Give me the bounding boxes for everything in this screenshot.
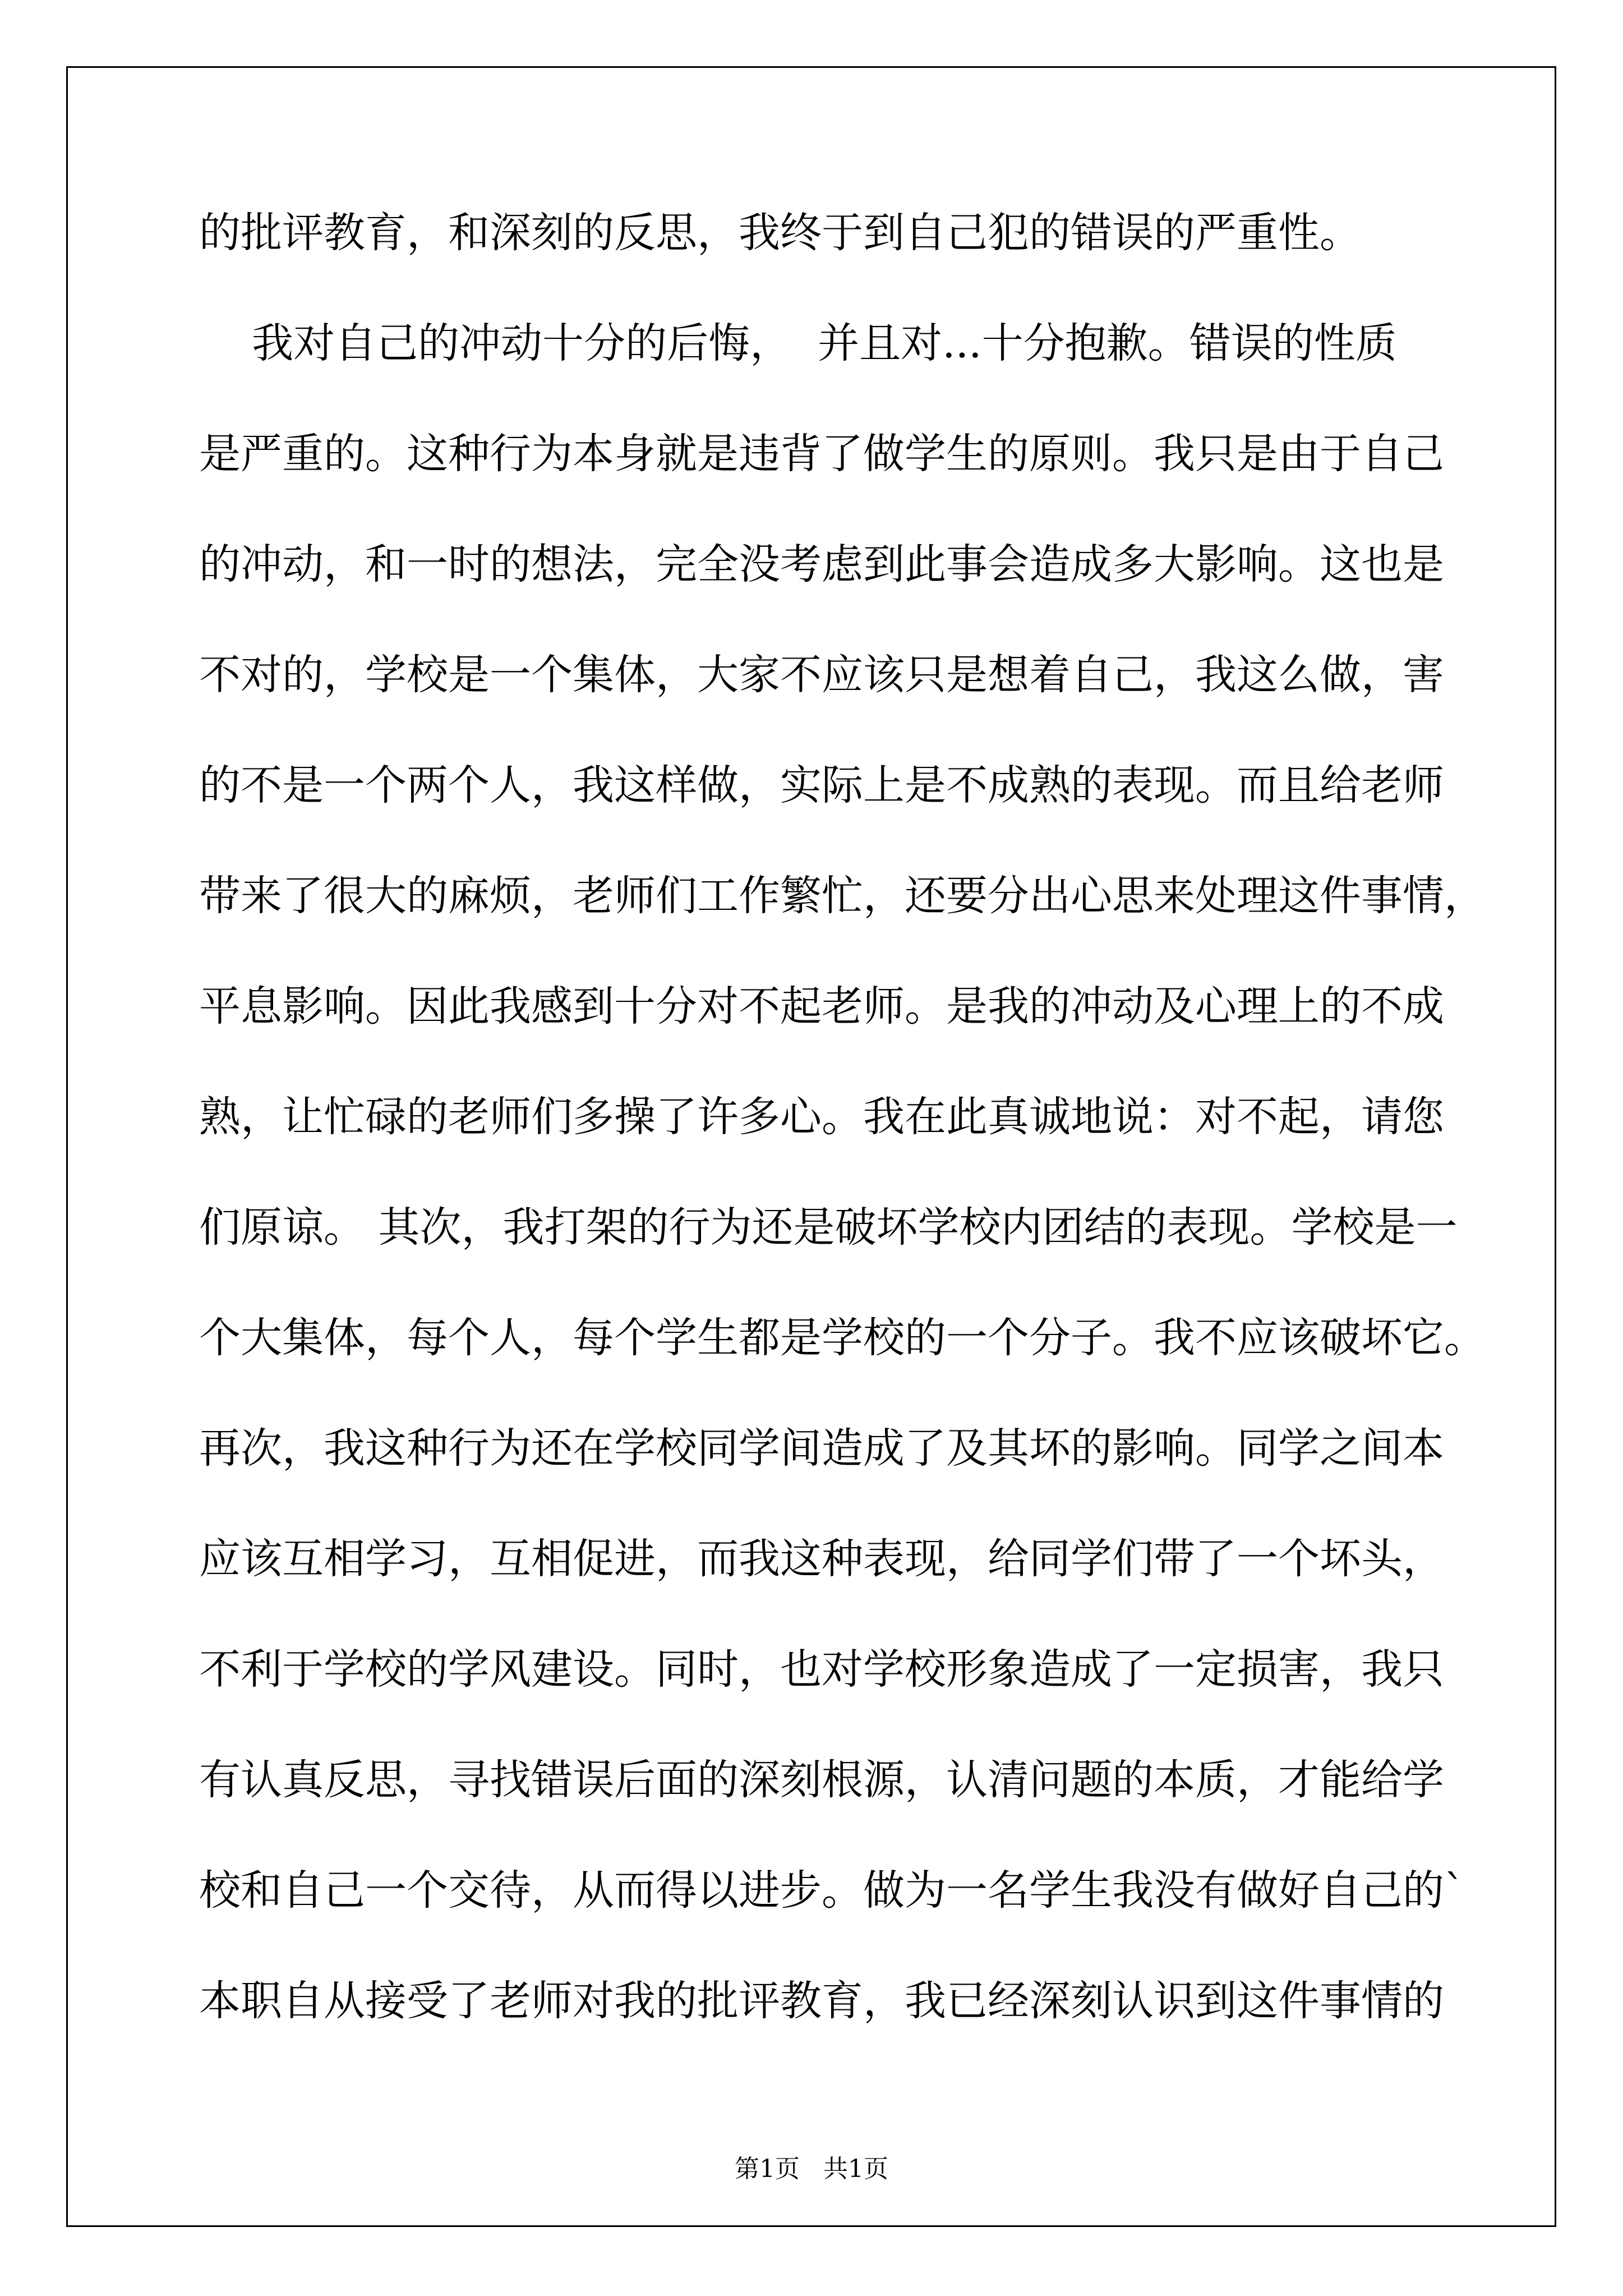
text-line-6: 的不是一个两个人，我这样做，实际上是不成熟的表现。而且给老师 <box>199 761 1444 809</box>
text-line-4: 的冲动，和一时的想法，完全没考虑到此事会造成多大影响。这也是 <box>199 540 1444 588</box>
text-line-1: 的批评教育，和深刻的反思，我终于到自己犯的错误的严重性。 <box>199 209 1361 257</box>
text-line-8: 平息影响。因此我感到十分对不起老师。是我的冲动及心理上的不成 <box>199 982 1444 1030</box>
text-line-2: 我对自己的冲动十分的后悔， 并且对...十分抱歉。错误的性质 <box>199 319 1397 367</box>
text-line-7: 带来了很大的麻烦，老师们工作繁忙，还要分出心思来处理这件事情， <box>199 872 1486 920</box>
text-line-16: 校和自己一个交待，从而得以进步。做为一名学生我没有做好自己的` <box>199 1866 1465 1915</box>
text-line-17: 本职自从接受了老师对我的批评教育，我已经深刻认识到这件事情的 <box>199 1977 1444 2025</box>
page-number-footer: 第1页 共1页 <box>735 2155 888 2183</box>
text-line-11: 个大集体，每个人，每个学生都是学校的一个分子。我不应该破坏它。 <box>199 1314 1486 1362</box>
text-line-10: 们原谅。 其次，我打架的行为还是破坏学校内团结的表现。学校是一 <box>199 1203 1458 1251</box>
text-line-5: 不对的，学校是一个集体，大家不应该只是想着自己，我这么做，害 <box>199 651 1444 699</box>
document-body <box>199 199 1486 2078</box>
text-line-15: 有认真反思，寻找错误后面的深刻根源，认清问题的本质，才能给学 <box>199 1756 1444 1804</box>
text-line-9: 熟，让忙碌的老师们多操了许多心。我在此真诚地说：对不起，请您 <box>199 1093 1444 1141</box>
text-line-12: 再次，我这种行为还在学校同学间造成了及其坏的影响。同学之间本 <box>199 1424 1444 1473</box>
text-line-14: 不利于学校的学风建设。同时，也对学校形象造成了一定损害，我只 <box>199 1645 1444 1694</box>
text-line-13: 应该互相学习，互相促进，而我这种表现，给同学们带了一个坏头， <box>199 1535 1444 1583</box>
text-line-3: 是严重的。这种行为本身就是违背了做学生的原则。我只是由于自己 <box>199 430 1444 478</box>
